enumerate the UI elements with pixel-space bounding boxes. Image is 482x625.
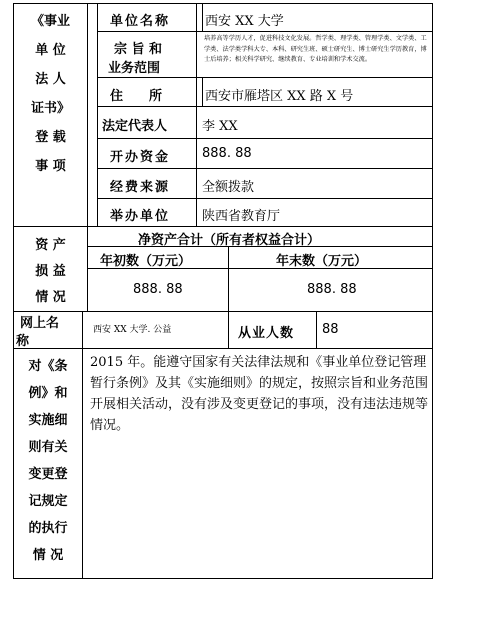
divider bbox=[97, 168, 433, 169]
divider bbox=[82, 348, 83, 578]
divider bbox=[202, 77, 203, 106]
assets-side-line: 情 况 bbox=[35, 290, 66, 305]
unit-name-label: 单位名称 bbox=[110, 14, 171, 29]
divider bbox=[202, 3, 203, 31]
compliance-side-line: 的执行 bbox=[28, 521, 68, 536]
compliance-text: 2015 年。能遵守国家有关法律法规和《事业单位登记管理暂行条例》及其《实施细则》的规定，按照宗旨和业务范围开展相关活动，没有涉及变更登记的事项，没有违法违规等情况。 bbox=[90, 355, 429, 433]
left-header-line: 登 载 bbox=[35, 130, 66, 145]
divider bbox=[87, 3, 88, 226]
divider bbox=[228, 246, 229, 312]
left-header-line: 单 位 bbox=[35, 43, 66, 58]
border-right bbox=[432, 3, 433, 579]
representative-value: 李 XX bbox=[202, 119, 238, 134]
representative-label: 法定代表人 bbox=[102, 119, 168, 134]
divider bbox=[87, 226, 88, 312]
assets-side-line: 损 益 bbox=[35, 264, 66, 279]
address-value: 西安市雁塔区 XX 路 X 号 bbox=[205, 89, 354, 104]
left-header-line: 事 项 bbox=[35, 159, 66, 174]
capital-label: 开办资金 bbox=[110, 150, 171, 165]
compliance-side-line: 实施细 bbox=[28, 413, 68, 428]
divider bbox=[228, 311, 229, 349]
address-label: 住 所 bbox=[110, 89, 163, 104]
compliance-side-line: 变更登 bbox=[28, 467, 68, 482]
end-year-value: 888. 88 bbox=[307, 282, 357, 297]
funding-label: 经费来源 bbox=[110, 180, 171, 195]
unit-name-value: 西安 XX 大学 bbox=[205, 14, 284, 29]
web-name-label-line2: 称 bbox=[16, 334, 30, 349]
divider bbox=[316, 311, 317, 349]
sponsor-label: 举办单位 bbox=[110, 209, 171, 224]
web-name-label-line1: 网上名 bbox=[20, 316, 60, 331]
divider bbox=[196, 3, 197, 226]
staff-value: 88 bbox=[322, 322, 339, 337]
divider bbox=[97, 77, 433, 78]
divider bbox=[97, 138, 433, 139]
left-header bbox=[14, 10, 87, 184]
end-year-label: 年末数（万元） bbox=[276, 254, 368, 269]
divider bbox=[82, 311, 83, 349]
compliance-side-line: 对《条 bbox=[28, 359, 68, 374]
compliance-side-line: 则有关 bbox=[28, 440, 68, 455]
compliance-side-line: 记规定 bbox=[28, 494, 68, 509]
divider bbox=[97, 31, 433, 32]
border-top bbox=[13, 3, 433, 4]
purpose-label-line2: 业务范围 bbox=[108, 61, 161, 76]
divider bbox=[13, 226, 433, 227]
left-header-line: 法 人 bbox=[35, 72, 66, 87]
staff-label: 从业人数 bbox=[238, 326, 295, 341]
divider bbox=[97, 106, 433, 107]
compliance-side-line: 例》和 bbox=[28, 386, 68, 401]
divider bbox=[97, 198, 433, 199]
divider bbox=[97, 3, 98, 226]
left-header-line: 《事业 bbox=[30, 14, 70, 29]
assets-side-line: 资 产 bbox=[35, 238, 66, 253]
divider bbox=[13, 348, 433, 349]
capital-value: 888. 88 bbox=[202, 146, 252, 161]
begin-year-label: 年初数（万元） bbox=[100, 254, 192, 269]
sponsor-value: 陕西省教育厅 bbox=[202, 209, 281, 224]
compliance-side-line: 情 况 bbox=[32, 548, 64, 563]
purpose-label-line1: 宗 旨 和 bbox=[114, 42, 163, 57]
compliance-side-label bbox=[14, 353, 82, 569]
left-header-line: 证书》 bbox=[30, 101, 70, 116]
net-assets-header: 净资产合计（所有者权益合计） bbox=[138, 233, 321, 248]
web-name-value: 西安 XX 大学. 公益 bbox=[93, 325, 172, 335]
funding-value: 全额拨款 bbox=[202, 180, 255, 195]
border-bottom bbox=[13, 578, 433, 579]
purpose-value: 培养高等学历人才，促进科技文化发展。哲学类、理学类、管理学类、文学类、工学类、法学类学科大专、本科、研究生班、硕士研究生、博士研究生学历教育，博士后培养；相关科学研究、继续教育、专业培训和学术交流。 bbox=[204, 35, 427, 63]
assets-side-label bbox=[14, 234, 87, 312]
begin-year-value: 888. 88 bbox=[133, 282, 183, 297]
